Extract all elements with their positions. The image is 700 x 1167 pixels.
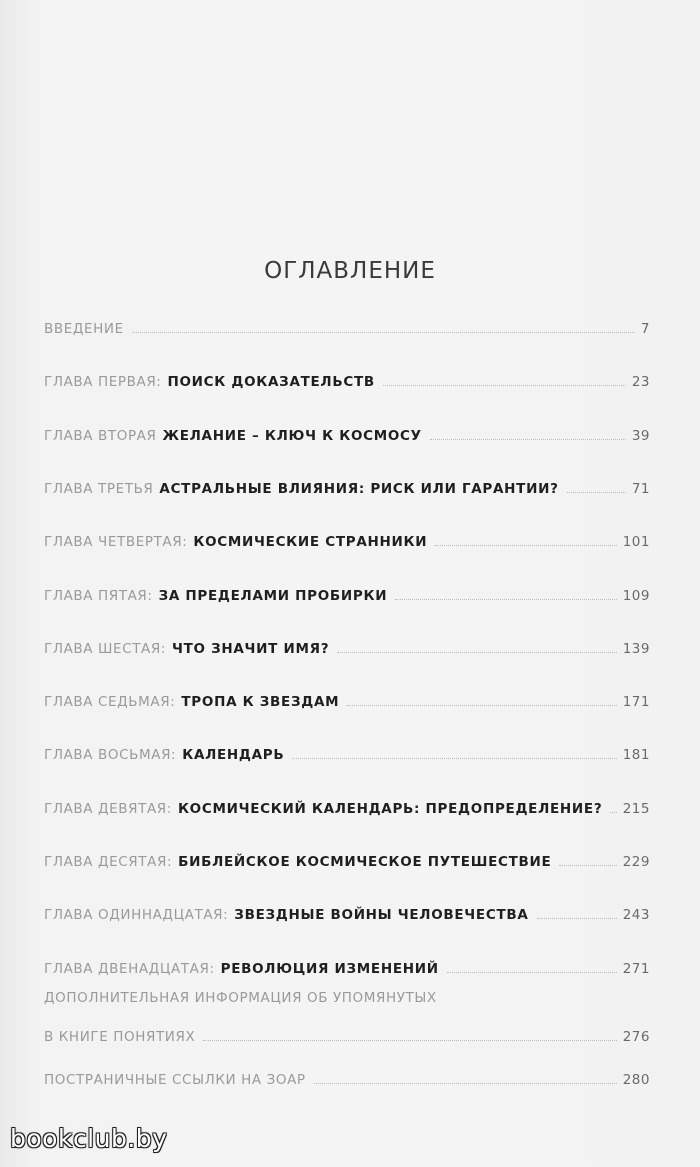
toc-row: [44, 850, 650, 870]
dotted-leader: [537, 917, 617, 919]
page-number: 109: [622, 588, 650, 604]
chapter-title: ПОИСК ДОКАЗАТЕЛЬСТВ: [167, 374, 375, 390]
chapter-prefix: ГЛАВА ТРЕТЬЯ: [44, 481, 154, 497]
chapter-prefix: ГЛАВА СЕДЬМАЯ:: [44, 694, 176, 710]
page-number: 215: [622, 801, 650, 817]
toc-row: [44, 370, 650, 390]
page-number: 271: [622, 961, 650, 977]
toc-row: [44, 424, 650, 444]
toc-row-appendix: [44, 1025, 650, 1045]
chapter-prefix: ГЛАВА ПЕРВАЯ:: [44, 374, 162, 390]
page-number: 39: [631, 428, 650, 444]
chapter-title: ВВЕДЕНИЕ: [44, 321, 124, 337]
toc-row: [44, 797, 650, 817]
chapter-title: РЕВОЛЮЦИЯ ИЗМЕНЕНИЙ: [220, 961, 439, 977]
chapter-title: ЧТО ЗНАЧИТ ИМЯ?: [172, 641, 330, 657]
page-number: 139: [622, 641, 650, 657]
chapter-title: ЗВЕЗДНЫЕ ВОЙНЫ ЧЕЛОВЕЧЕСТВА: [234, 907, 529, 923]
appendix-title-line-2: В КНИГЕ ПОНЯТИЯХ: [44, 1029, 196, 1045]
toc-row: [44, 957, 650, 977]
chapter-prefix: ГЛАВА ЧЕТВЕРТАЯ:: [44, 534, 188, 550]
chapter-prefix: ГЛАВА ДЕСЯТАЯ:: [44, 854, 173, 870]
dotted-leader: [447, 971, 617, 973]
chapter-prefix: ГЛАВА ДЕВЯТАЯ:: [44, 801, 172, 817]
page-number: 101: [622, 534, 650, 550]
toc-row: [44, 903, 650, 923]
chapter-prefix: ГЛАВА ВОСЬМАЯ:: [44, 747, 177, 763]
toc-row: [44, 743, 650, 763]
dotted-leader: [430, 438, 626, 440]
toc-row: [44, 530, 650, 550]
chapter-prefix: ГЛАВА ШЕСТАЯ:: [44, 641, 167, 657]
dotted-leader: [314, 1082, 617, 1084]
watermark-logo: bookclub.by: [10, 1124, 168, 1153]
chapter-title: КОСМИЧЕСКИЕ СТРАННИКИ: [193, 534, 428, 550]
dotted-leader: [203, 1039, 616, 1041]
dotted-leader: [383, 384, 626, 386]
page-number: 229: [622, 854, 650, 870]
chapter-title: АСТРАЛЬНЫЕ ВЛИЯНИЯ: РИСК ИЛИ ГАРАНТИИ?: [159, 481, 559, 497]
chapter-title: ЖЕЛАНИЕ – КЛЮЧ К КОСМОСУ: [162, 428, 422, 444]
toc-row: [44, 690, 650, 710]
page-number: 23: [631, 374, 650, 390]
chapter-title: БИБЛЕЙСКОЕ КОСМИЧЕСКОЕ ПУТЕШЕСТВИЕ: [178, 854, 552, 870]
page-number: 280: [622, 1072, 650, 1088]
dotted-leader: [559, 864, 616, 866]
chapter-prefix: ГЛАВА ПЯТАЯ:: [44, 588, 153, 604]
chapter-title: КАЛЕНДАРЬ: [182, 747, 285, 763]
toc-row: [44, 584, 650, 604]
dotted-leader: [292, 757, 616, 759]
page-number: 171: [622, 694, 650, 710]
references-title: ПОСТРАНИЧНЫЕ ССЫЛКИ НА ЗОАР: [44, 1072, 306, 1088]
dotted-leader: [337, 651, 616, 653]
page-number: 71: [631, 481, 650, 497]
chapter-prefix: ГЛАВА ДВЕНАДЦАТАЯ:: [44, 961, 215, 977]
dotted-leader: [132, 331, 635, 333]
dotted-leader: [610, 811, 616, 813]
dotted-leader: [567, 491, 626, 493]
chapter-title: ТРОПА К ЗВЕЗДАМ: [181, 694, 340, 710]
chapter-title: ЗА ПРЕДЕЛАМИ ПРОБИРКИ: [158, 588, 388, 604]
appendix-title-line-1: ДОПОЛНИТЕЛЬНАЯ ИНФОРМАЦИЯ ОБ УПОМЯНУТЫХ: [44, 990, 437, 1006]
page-title: ОГЛАВЛЕНИЕ: [264, 258, 436, 284]
chapter-title: КОСМИЧЕСКИЙ КАЛЕНДАРЬ: ПРЕДОПРЕДЕЛЕНИЕ?: [177, 801, 603, 817]
toc-row: [44, 317, 650, 337]
page-number: 276: [622, 1029, 650, 1045]
toc-row: [44, 637, 650, 657]
toc-row: [44, 477, 650, 497]
dotted-leader: [435, 544, 616, 546]
dotted-leader: [395, 598, 616, 600]
chapter-prefix: ГЛАВА ВТОРАЯ: [44, 428, 157, 444]
page-number: 181: [622, 747, 650, 763]
dotted-leader: [347, 704, 616, 706]
toc-row-references: [44, 1068, 650, 1088]
page-number: 7: [640, 321, 650, 337]
page-number: 243: [622, 907, 650, 923]
chapter-prefix: ГЛАВА ОДИННАДЦАТАЯ:: [44, 907, 229, 923]
